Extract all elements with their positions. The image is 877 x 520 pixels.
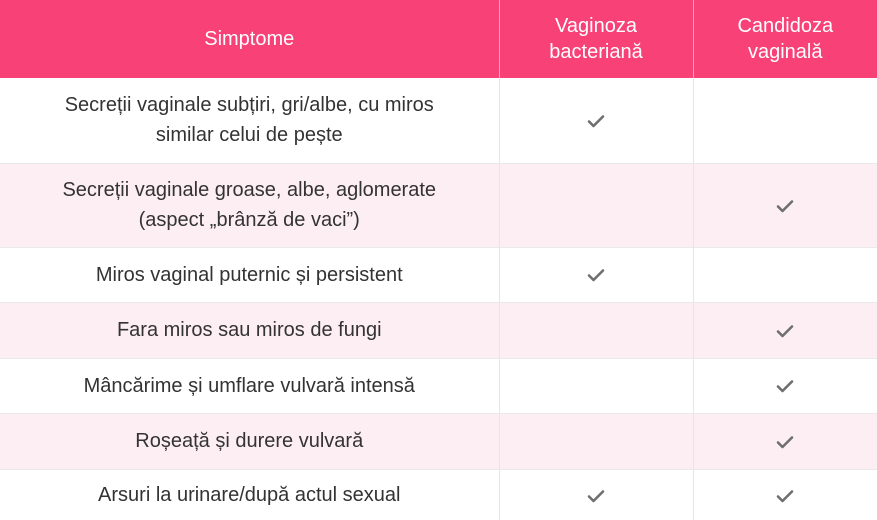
table-row	[0, 469, 877, 520]
vaginoza-cell	[499, 247, 693, 302]
candidoza-cell	[693, 78, 877, 163]
candidoza-cell	[693, 163, 877, 247]
table-row	[0, 163, 877, 247]
checkmark-icon	[776, 379, 794, 393]
symptom-text-line2: similar celui de pește	[155, 124, 343, 147]
header-symptoms	[0, 0, 499, 78]
candidoza-cell	[693, 302, 877, 358]
vaginoza-cell	[499, 78, 693, 163]
header-vaginoza-line2: bacteriană	[549, 41, 643, 63]
candidoza-cell	[693, 247, 877, 302]
vaginoza-cell	[499, 413, 693, 469]
symptom-text: Arsuri la urinare/după actul sexual	[98, 484, 401, 507]
checkmark-icon	[776, 435, 794, 449]
header-row	[0, 0, 877, 78]
table-row	[0, 358, 877, 413]
checkmark-icon	[587, 268, 605, 282]
table-body	[0, 78, 877, 520]
symptom-cell	[0, 163, 499, 247]
table-row	[0, 302, 877, 358]
symptom-text-line2: (aspect „brânză de vaci”)	[138, 209, 360, 231]
symptom-cell	[0, 358, 499, 413]
table-row	[0, 247, 877, 302]
symptom-text: Mâncărime și umflare vulvară intensă	[83, 374, 415, 397]
checkmark-icon	[776, 489, 794, 503]
header-vaginoza-line1: Vaginoza	[555, 15, 637, 37]
table-header	[0, 0, 877, 78]
symptom-cell	[0, 469, 499, 520]
header-vaginal-candidiasis	[693, 0, 877, 78]
symptom-cell	[0, 413, 499, 469]
header-candidoza-line2: vaginală	[747, 41, 823, 63]
symptom-text-line1: Secreții vaginale groase, albe, aglomerate	[62, 179, 437, 201]
vaginoza-cell	[499, 302, 693, 358]
candidoza-cell	[693, 469, 877, 520]
candidoza-cell	[693, 358, 877, 413]
table-row	[0, 413, 877, 469]
checkmark-icon	[587, 114, 605, 128]
vaginoza-cell	[499, 358, 693, 413]
checkmark-icon	[776, 324, 794, 338]
symptom-cell	[0, 302, 499, 358]
symptom-cell	[0, 78, 499, 163]
candidoza-cell	[693, 413, 877, 469]
vaginoza-cell	[499, 163, 693, 247]
vaginoza-cell	[499, 469, 693, 520]
symptom-cell	[0, 247, 499, 302]
checkmark-icon	[587, 489, 605, 503]
header-bacterial-vaginosis	[499, 0, 693, 78]
checkmark-icon	[776, 199, 794, 213]
table-row	[0, 78, 877, 163]
symptom-text: Roșeață și durere vulvară	[135, 430, 364, 452]
symptom-text: Miros vaginal puternic și persistent	[95, 263, 403, 286]
symptom-text-line1: Secreții vaginale subțiri, gri/albe, cu miros	[64, 94, 434, 117]
symptom-text: Fara miros sau miros de fungi	[116, 319, 382, 341]
header-candidoza-line1: Candidoza	[737, 15, 834, 37]
header-symptoms-label: Simptome	[204, 28, 295, 50]
